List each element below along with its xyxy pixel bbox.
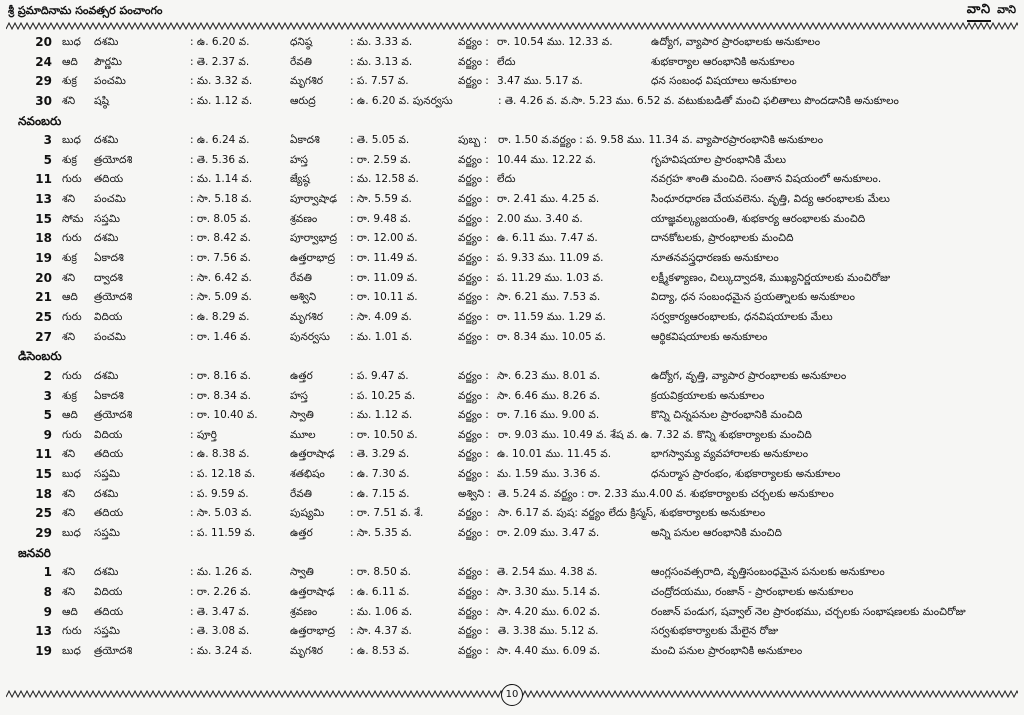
nakshatra-time-cell: : సా. 5.35 వ. (350, 527, 412, 540)
nakshatra-cell: శ్రవణం (290, 212, 318, 225)
tithi-time-cell: : మ. 1.12 వ. (190, 94, 253, 107)
weekday-cell: బుధ (62, 134, 81, 147)
weekday-cell: ఆది (62, 291, 78, 304)
weekday-cell: శుక్ర (62, 153, 77, 166)
varjyam-label-cell: వర్జ్యం : (458, 212, 489, 225)
tithi-time-cell: : మ. 1.14 వ. (190, 173, 253, 186)
weekday-cell: గురు (62, 369, 82, 382)
weekday-cell: బుధ (62, 644, 81, 657)
varjyam-time-cell: రా. 2.09 ము. 3.47 వ. (497, 527, 600, 540)
date-cell: 15 (35, 211, 52, 226)
varjyam-label-cell: వర్జ్యం : (458, 389, 489, 402)
varjyam-label-cell: వర్జ్యం : (458, 527, 489, 540)
remark-cell: క్రయవిక్రయాలకు అనుకూలం (651, 389, 765, 402)
tithi-time-cell: : మ. 1.26 వ. (190, 566, 253, 579)
tithi-cell: ద్వాదశి (94, 271, 123, 284)
varjyam-time-cell: సా. 6.23 ము. 8.01 వ. (497, 369, 601, 382)
date-cell: 11 (35, 447, 52, 462)
nakshatra-time-cell: : తె. 5.05 వ. (350, 134, 410, 147)
table-row (0, 445, 1024, 465)
date-cell: 29 (35, 74, 52, 89)
tithi-time-cell: : సా. 5.09 వ. (190, 291, 252, 304)
table-row (0, 288, 1024, 308)
remark-cell: గృహవిషయాల ప్రారంభానికి మేలు (651, 153, 787, 166)
nakshatra-cell: ఆరుద్ర (290, 94, 316, 107)
weekday-cell: శని (62, 585, 76, 598)
date-cell: 19 (35, 251, 52, 266)
varjyam-label-cell: వర్జ్యం : (458, 193, 489, 206)
tithi-cell: త్రయోదశి (94, 409, 133, 422)
remark-cell: భాగస్వామ్య వ్యవహారాలకు అనుకూలం (651, 448, 809, 461)
nakshatra-cell: పూర్వాభాద్ర (290, 232, 338, 245)
date-cell: 27 (35, 329, 52, 344)
tithi-cell: దశమి (94, 36, 119, 48)
weekday-cell: గురు (62, 625, 82, 638)
tithi-time-cell: : ఉ. 6.24 వ. (190, 134, 250, 147)
tithi-cell: సప్తమి (94, 468, 120, 481)
tithi-time-cell: : రా. 8.16 వ. (190, 369, 251, 382)
nakshatra-cell: ఉత్తరాభాద్ర (290, 625, 336, 638)
date-cell: 9 (43, 604, 52, 619)
combined-detail-cell: తె. 3.38 ము. 5.12 వ. (498, 625, 599, 638)
month-heading: నవంబరు (18, 113, 62, 128)
nakshatra-cell: ఏకాదశి (290, 134, 320, 147)
tithi-time-cell: : ఉ. 6.20 వ. (190, 36, 250, 48)
remark-cell: చంద్రోదయము, రంజాన్ - ప్రారంభాలకు అనుకూలం (651, 585, 854, 598)
header-title: శ్రీ ప్రమాదినామ సంవత్సర పంచాంగం (8, 4, 163, 17)
date-cell: 20 (35, 270, 52, 285)
table-row (0, 387, 1024, 407)
varjyam-time-cell: రా. 7.16 ము. 9.00 వ. (497, 409, 600, 422)
nakshatra-cell: ఉత్తర (290, 527, 313, 540)
tithi-cell: పంచమి (94, 75, 126, 88)
table-row (0, 53, 1024, 73)
varjyam-label-cell: వర్జ్యం : (458, 173, 489, 186)
combined-detail-cell: రా. 9.03 ము. 10.49 వ. శేష వ. ఉ. 7.32 వ. కొన్ని శుభకార్యాలకు మంచిది (498, 428, 812, 441)
varjyam-label-cell: వర్జ్యం : (458, 428, 489, 441)
date-cell: 25 (35, 506, 52, 521)
varjyam-time-cell: 3.47 ము. 5.17 వ. (497, 75, 583, 88)
varjyam-time-cell: 10.44 ము. 12.22 వ. (497, 153, 597, 166)
table-row (0, 642, 1024, 662)
date-cell: 3 (43, 133, 52, 148)
month-heading: జనవరి (18, 545, 51, 560)
table-row (0, 622, 1024, 642)
varjyam-time-cell: సా. 4.20 ము. 6.02 వ. (497, 605, 601, 618)
remark-cell: యాజ్ఞవల్క్యజయంతి, శుభకార్య ఆరంభాలకు మంచిది (651, 212, 866, 225)
nakshatra-time-cell: : తె. 3.29 వ. (350, 448, 410, 461)
nakshatra-time-cell: : ఉ. 7.15 వ. (350, 487, 410, 500)
weekday-cell: ఆది (62, 55, 78, 68)
page-header (8, 2, 1016, 22)
date-cell: 9 (43, 427, 52, 442)
varjyam-time-cell: మ. 1.59 ము. 3.36 వ. (497, 468, 601, 481)
table-row (0, 563, 1024, 583)
nakshatra-time-cell: : ఉ. 7.30 వ. (350, 468, 410, 481)
nakshatra-cell: మృగశిర (290, 644, 324, 657)
top-border-ornament (6, 22, 1018, 31)
date-cell: 30 (35, 93, 52, 108)
nakshatra-cell: ఉత్తరాభాద్ర (290, 252, 336, 265)
tithi-time-cell: : రా. 2.26 వ. (190, 585, 251, 598)
weekday-cell: శని (62, 271, 76, 284)
remark-cell: కొన్ని చిన్నపనుల ప్రారంభానికి మంచిది (651, 409, 803, 422)
nakshatra-time-cell: : మ. 3.33 వ. (350, 36, 413, 48)
table-row (0, 210, 1024, 230)
nakshatra-cell: ధనిష్ఠ (290, 36, 313, 48)
date-cell: 18 (35, 231, 52, 246)
varjyam-time-cell: సా. 6.46 ము. 8.26 వ. (497, 389, 601, 402)
date-cell: 5 (43, 408, 52, 423)
nakshatra-cell: అశ్విని (290, 291, 317, 304)
nakshatra-time-cell: : ఉ. 6.20 వ. పునర్వసు (350, 94, 453, 107)
date-cell: 13 (35, 192, 52, 207)
tithi-cell: ఏకాదశి (94, 252, 124, 265)
date-cell: 2 (43, 368, 52, 383)
varjyam-time-cell: తె. 2.54 ము. 4.38 వ. (497, 566, 598, 579)
date-cell: 15 (35, 467, 52, 482)
weekday-cell: శుక్ర (62, 75, 77, 88)
weekday-cell: శుక్ర (62, 252, 77, 265)
weekday-cell: ఆది (62, 409, 78, 422)
remark-cell: శుభకార్యాల ఆరంభానికి అనుకూలం (651, 55, 795, 68)
remark-cell: ధనుర్మాస ప్రారంభం, శుభకార్యాలకు అనుకూలం (651, 468, 841, 481)
varjyam-label-cell: వర్జ్యం : (458, 468, 489, 481)
weekday-cell: గురు (62, 173, 82, 186)
nakshatra-cell: రేవతి (290, 487, 312, 500)
varjyam-label-cell: వర్జ్యం : (458, 605, 489, 618)
tithi-cell: పంచమి (94, 330, 126, 343)
varjyam-label-cell: వర్జ్యం : (458, 310, 489, 323)
nakshatra-time-cell: : రా. 2.59 వ. (350, 153, 411, 166)
weekday-cell: బుధ (62, 527, 81, 540)
tithi-cell: దశమి (94, 487, 119, 500)
varjyam-label-cell: వర్జ్యం : (458, 330, 489, 343)
table-row (0, 249, 1024, 269)
nakshatra-time-cell: : సా. 5.59 వ. (350, 193, 412, 206)
tithi-time-cell: : తె. 3.47 వ. (190, 605, 250, 618)
varjyam-label-cell: వర్జ్యం : (458, 369, 489, 382)
varjyam-label-cell: అశ్విని : (458, 487, 492, 500)
tithi-cell: తదియ (94, 605, 124, 618)
varjyam-time-cell: ఉ. 10.01 ము. 11.45 వ. (497, 448, 612, 461)
remark-cell: విద్యా, ధన సంబంధమైన ప్రయత్నాలకు అనుకూలం (651, 291, 855, 304)
weekday-cell: సోమ (62, 212, 84, 225)
tithi-cell: విదియ (94, 310, 123, 323)
nakshatra-time-cell: : మ. 12.58 వ. (350, 173, 419, 186)
varjyam-label-cell: వర్జ్యం : (458, 448, 489, 461)
table-row (0, 504, 1024, 524)
weekday-cell: శని (62, 448, 76, 461)
tithi-cell: దశమి (94, 134, 119, 147)
date-cell: 29 (35, 526, 52, 541)
tithi-cell: పంచమి (94, 193, 126, 206)
tithi-time-cell: : రా. 8.05 వ. (190, 212, 251, 225)
tithi-time-cell: : మ. 3.32 వ. (190, 75, 253, 88)
nakshatra-cell: పునర్వసు (290, 330, 330, 343)
nakshatra-cell: రేవతి (290, 55, 312, 68)
remark-cell: లక్ష్మీకళ్యాణం, చిల్కుద్వాదశి, ముఖ్యనిర్ణయాలకు మంచిరోజు (651, 271, 891, 284)
tithi-time-cell: : రా. 1.46 వ. (190, 330, 251, 343)
nakshatra-cell: మృగశిర (290, 310, 324, 323)
varjyam-label-cell: వర్జ్యం : (458, 75, 489, 88)
tithi-cell: సప్తమి (94, 212, 120, 225)
remark-cell: నవగ్రహ శాంతి మంచిది. సంతాన విషయంలో అనుకూలం. (651, 173, 882, 186)
varjyam-time-cell: లేదు (497, 173, 516, 186)
tithi-time-cell: : రా. 8.34 వ. (190, 389, 251, 402)
nakshatra-cell: శ్రవణం (290, 605, 318, 618)
table-row (0, 367, 1024, 387)
tithi-cell: త్రయోదశి (94, 153, 133, 166)
varjyam-time-cell: 2.00 ము. 3.40 వ. (497, 212, 583, 225)
tithi-time-cell: : సా. 6.42 వ. (190, 271, 252, 284)
varjyam-time-cell: లేదు (497, 55, 516, 68)
weekday-cell: శని (62, 487, 76, 500)
weekday-cell: శని (62, 193, 76, 206)
remark-cell: ధన సంబంధ విషయాలు అనుకూలం (651, 75, 797, 88)
remark-cell: అన్ని పనుల ఆరంభానికి మంచిది (651, 527, 782, 540)
nakshatra-time-cell: : సా. 4.09 వ. (350, 310, 412, 323)
table-row (0, 426, 1024, 446)
date-cell: 8 (43, 584, 52, 599)
tithi-cell: విదియ (94, 585, 123, 598)
table-row (0, 131, 1024, 151)
nakshatra-cell: పూర్వాషాఢ (290, 193, 337, 206)
nakshatra-cell: హస్త (290, 153, 308, 166)
table-row (0, 190, 1024, 210)
tithi-cell: విదియ (94, 428, 123, 441)
nakshatra-time-cell: : మ. 1.12 వ. (350, 409, 413, 422)
nakshatra-time-cell: : ప. 7.57 వ. (350, 75, 409, 88)
varjyam-label-cell: పుబ్బ : (458, 134, 488, 147)
combined-detail-cell: తె. 5.24 వ. వర్జ్యం : రా. 2.33 ము.4.00 వ. శుభకార్యాలకు చర్చలకు అనుకూలం (498, 487, 834, 500)
tithi-cell: దశమి (94, 566, 119, 579)
tithi-time-cell: : రా. 8.42 వ. (190, 232, 251, 245)
tithi-cell: ఏకాదశి (94, 389, 124, 402)
varjyam-time-cell: ప. 9.33 ము. 11.09 వ. (497, 252, 604, 265)
table-row (0, 151, 1024, 171)
varjyam-label-cell: వర్జ్యం : (458, 566, 489, 579)
table-row (0, 603, 1024, 623)
varjyam-label-cell: వర్జ్యం : (458, 271, 489, 284)
publisher-name: వాని (997, 3, 1016, 16)
nakshatra-cell: స్వాతి (290, 566, 314, 579)
table-row (0, 406, 1024, 426)
varjyam-label-cell: వర్జ్యం : (458, 55, 489, 68)
table-row (0, 583, 1024, 603)
weekday-cell: గురు (62, 232, 82, 245)
nakshatra-cell: ఉత్తరాషాఢ (290, 448, 335, 461)
date-cell: 25 (35, 309, 52, 324)
tithi-time-cell: : తె. 3.08 వ. (190, 625, 250, 638)
weekday-cell: శని (62, 566, 76, 579)
table-row (0, 92, 1024, 112)
varjyam-label-cell: వర్జ్యం : (458, 585, 489, 598)
varjyam-time-cell: రా. 10.54 ము. 12.33 వ. (497, 36, 613, 48)
tithi-cell: తదియ (94, 448, 124, 461)
varjyam-time-cell: రా. 8.34 ము. 10.05 వ. (497, 330, 606, 343)
nakshatra-cell: స్వాతి (290, 409, 314, 422)
table-row (0, 328, 1024, 348)
tithi-time-cell: : సా. 5.03 వ. (190, 507, 252, 520)
nakshatra-time-cell: : రా. 9.48 వ. (350, 212, 411, 225)
varjyam-label-cell: వర్జ్యం : (458, 252, 489, 265)
nakshatra-time-cell: : రా. 12.00 వ. (350, 232, 418, 245)
tithi-cell: పౌర్ణమి (94, 55, 123, 68)
remark-cell: ఉద్యోగ, వ్యాపార ప్రారంభాలకు అనుకూలం (651, 36, 821, 48)
nakshatra-time-cell: : మ. 1.01 వ. (350, 330, 413, 343)
tithi-time-cell: : రా. 10.40 వ. (190, 409, 258, 422)
weekday-cell: గురు (62, 310, 82, 323)
tithi-time-cell: : మ. 3.24 వ. (190, 644, 253, 657)
table-row (0, 308, 1024, 328)
nakshatra-time-cell: : రా. 7.51 వ. శే. (350, 507, 424, 520)
nakshatra-time-cell: : మ. 3.13 వ. (350, 55, 413, 68)
tithi-cell: తదియ (94, 507, 124, 520)
varjyam-label-cell: వర్జ్యం : (458, 36, 489, 48)
month-heading: డిసెంబరు (18, 349, 62, 364)
remark-cell: ఉద్యోగ, వృత్తి, వ్యాపార ప్రారంభాలకు అనుకూలం (651, 369, 847, 382)
table-row (0, 229, 1024, 249)
tithi-time-cell: : రా. 7.56 వ. (190, 252, 251, 265)
header-title-group (8, 4, 162, 20)
combined-detail-cell: : తె. 4.26 వ. వ.సా. 5.23 ము. 6.52 వ. వటుకుబడితో మంచి ఫలితాలు పొందడానికి అనుకూలం (498, 94, 899, 107)
remark-cell: ఆంగ్లసంవత్సరాది, వృత్తిసంబంధమైన పనులకు అనుకూలం (651, 566, 885, 579)
nakshatra-cell: ఉత్తరాషాఢ (290, 585, 335, 598)
varjyam-time-cell: రా. 11.59 ము. 1.29 వ. (497, 310, 606, 323)
varjyam-label-cell: వర్జ్యం : (458, 644, 489, 657)
varjyam-label-cell: వర్జ్యం : (458, 409, 489, 422)
tithi-time-cell: : సా. 5.18 వ. (190, 193, 252, 206)
nakshatra-cell: పుష్యమి (290, 507, 325, 520)
remark-cell: రంజాన్ పండుగ, షవ్వాల్ నెల ప్రారంభము, చర్చలకు సంభాషణలకు మంచిరోజు (651, 605, 966, 618)
varjyam-label-cell: వర్జ్యం : (458, 232, 489, 245)
tithi-time-cell: : ప. 9.59 వ. (190, 487, 249, 500)
nakshatra-cell: రేవతి (290, 271, 312, 284)
varjyam-time-cell: సా. 3.30 ము. 5.14 వ. (497, 585, 601, 598)
weekday-cell: శని (62, 507, 76, 520)
nakshatra-cell: ఉత్తర (290, 369, 313, 382)
nakshatra-cell: మూల (290, 428, 316, 441)
nakshatra-time-cell: : సా. 4.37 వ. (350, 625, 412, 638)
date-cell: 5 (43, 152, 52, 167)
varjyam-time-cell: ఉ. 6.11 ము. 7.47 వ. (497, 232, 598, 245)
varjyam-label-cell: వర్జ్యం : (458, 625, 489, 638)
remark-cell: సింధూరధారణ చేయవలెను. వృత్తి, విద్య ఆరంభాలకు మేలు (651, 193, 890, 206)
nakshatra-time-cell: : రా. 10.11 వ. (350, 291, 418, 304)
date-cell: 20 (35, 35, 52, 49)
date-cell: 13 (35, 624, 52, 639)
remark-cell: దానకోటలకు, ప్రారంభాలకు మంచిది (651, 232, 794, 245)
tithi-cell: తదియ (94, 173, 124, 186)
tithi-cell: షష్ఠి (94, 94, 109, 107)
table-row (0, 72, 1024, 92)
date-cell: 1 (43, 565, 52, 580)
nakshatra-time-cell: : మ. 1.06 వ. (350, 605, 413, 618)
tithi-time-cell: : తె. 2.37 వ. (190, 55, 250, 68)
weekday-cell: గురు (62, 428, 82, 441)
nakshatra-time-cell: : ప. 10.25 వ. (350, 389, 416, 402)
tithi-time-cell: : ఉ. 8.29 వ. (190, 310, 250, 323)
table-row (0, 170, 1024, 190)
tithi-time-cell: : ఉ. 8.38 వ. (190, 448, 250, 461)
remark-cell: సర్వకార్యఆరంభాలకు, ధనవిషయాలకు మేలు (651, 310, 833, 323)
varjyam-time-cell: సా. 4.40 ము. 6.09 వ. (497, 644, 601, 657)
table-row (0, 33, 1024, 53)
varjyam-label-cell: వర్జ్యం : (458, 153, 489, 166)
page-number: 10 (501, 684, 523, 706)
nakshatra-cell: శతభిషం (290, 468, 325, 481)
date-cell: 11 (35, 172, 52, 187)
tithi-time-cell: : పూర్తి (190, 428, 217, 441)
remark-cell: నూతనవస్త్రధారణకు అనుకూలం (651, 252, 779, 265)
weekday-cell: ఆది (62, 605, 78, 618)
table-row (0, 269, 1024, 289)
nakshatra-time-cell: : రా. 11.49 వ. (350, 252, 418, 265)
nakshatra-time-cell: : ప. 9.47 వ. (350, 369, 409, 382)
nakshatra-cell: జ్యేష్ఠ (290, 173, 310, 186)
tithi-time-cell: : ప. 12.18 వ. (190, 468, 256, 481)
remark-cell: మంచి పనుల ప్రారంభానికి అనుకూలం (651, 644, 803, 657)
nakshatra-time-cell: : రా. 8.50 వ. (350, 566, 411, 579)
table-row (0, 485, 1024, 505)
table-row (0, 465, 1024, 485)
tithi-cell: దశమి (94, 232, 119, 245)
varjyam-label-cell: వర్జ్యం : (458, 507, 489, 520)
date-cell: 24 (35, 54, 52, 69)
weekday-cell: శని (62, 94, 76, 107)
weekday-cell: బుధ (62, 468, 81, 481)
nakshatra-time-cell: : రా. 10.50 వ. (350, 428, 418, 441)
publisher-logo: వాని (967, 2, 991, 22)
nakshatra-cell: మృగశిర (290, 75, 324, 88)
date-cell: 21 (35, 290, 52, 305)
nakshatra-time-cell: : రా. 11.09 వ. (350, 271, 418, 284)
tithi-time-cell: : తె. 5.36 వ. (190, 153, 250, 166)
tithi-cell: త్రయోదశి (94, 644, 133, 657)
varjyam-time-cell: ప. 11.29 ము. 1.03 వ. (497, 271, 604, 284)
almanac-table (0, 33, 1024, 662)
tithi-cell: సప్తమి (94, 625, 120, 638)
tithi-time-cell: : ప. 11.59 వ. (190, 527, 256, 540)
header-logo-group (967, 2, 1016, 22)
tithi-cell: త్రయోదశి (94, 291, 133, 304)
tithi-cell: సప్తమి (94, 527, 120, 540)
remark-cell: ఆర్థికవిషయాలకు అనుకూలం (651, 330, 768, 343)
nakshatra-time-cell: : ఉ. 8.53 వ. (350, 644, 410, 657)
varjyam-label-cell: వర్జ్యం : (458, 291, 489, 304)
date-cell: 19 (35, 643, 52, 658)
date-cell: 3 (43, 388, 52, 403)
remark-cell: సర్వశుభకార్యాలకు మేలైన రోజు (651, 625, 779, 638)
date-cell: 18 (35, 486, 52, 501)
weekday-cell: శని (62, 330, 76, 343)
combined-detail-cell: సా. 6.17 వ. పుష: వర్జ్యం లేదు క్రిస్మస్, శుభకార్యాలకు అనుకూలం (498, 507, 766, 520)
nakshatra-cell: హస్త (290, 389, 308, 402)
weekday-cell: బుధ (62, 36, 81, 48)
tithi-cell: దశమి (94, 369, 119, 382)
table-row (0, 524, 1024, 544)
varjyam-time-cell: రా. 2.41 ము. 4.25 వ. (497, 193, 600, 206)
varjyam-time-cell: సా. 6.21 ము. 7.53 వ. (497, 291, 601, 304)
nakshatra-time-cell: : ఉ. 6.11 వ. (350, 585, 410, 598)
combined-detail-cell: రా. 1.50 వ.వర్జ్యం : ప. 9.58 ము. 11.34 వ. వ్యాపారప్రారంభానికి అనుకూలం (498, 134, 824, 147)
weekday-cell: శుక్ర (62, 389, 77, 402)
